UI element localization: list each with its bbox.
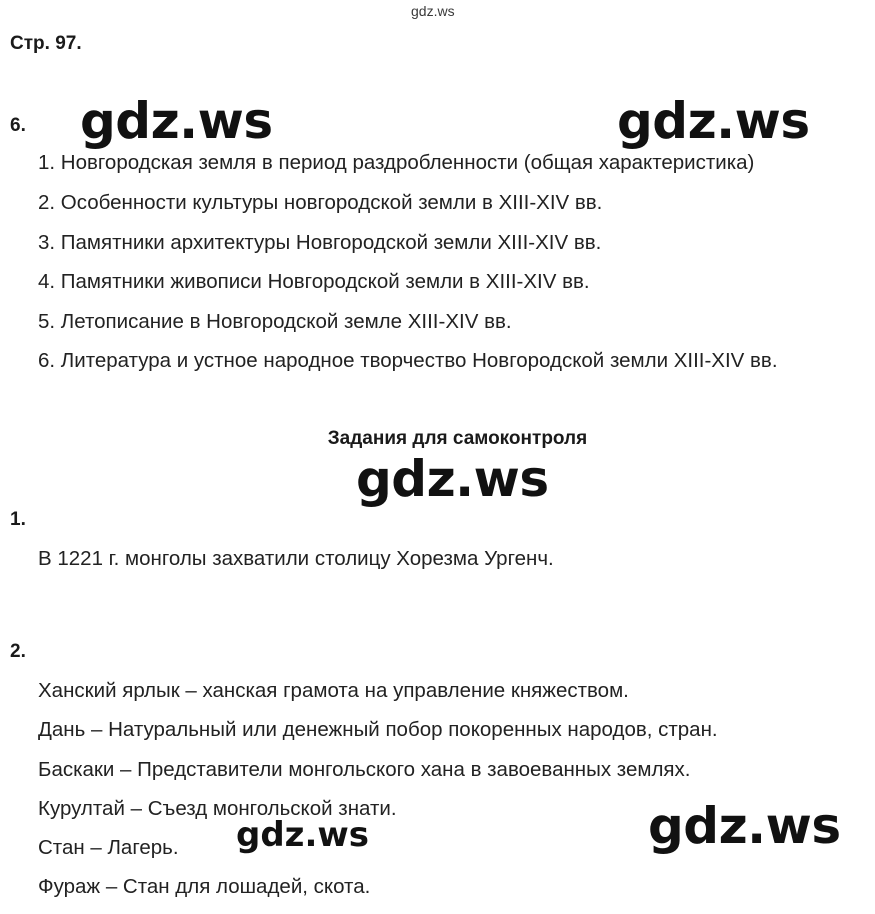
- term-definition: Баскаки – Представители монгольского хана в завоеванных землях.: [38, 758, 691, 781]
- task-6-item: 5. Летописание в Новгородской земле XIII-XIV вв.: [38, 310, 512, 333]
- term-definition: Курултай – Съезд монгольской знати.: [38, 797, 397, 820]
- question-2-number: 2.: [10, 641, 26, 662]
- watermark: gdz.ws: [356, 450, 549, 508]
- task-6-item: 4. Памятники живописи Новгородской земли в XIII-XIV вв.: [38, 270, 590, 293]
- question-1-answer: В 1221 г. монголы захватили столицу Хорезма Ургенч.: [38, 547, 554, 570]
- task-6-item: 1. Новгородская земля в период раздробленности (общая характеристика): [38, 151, 755, 174]
- task-6-item: 2. Особенности культуры новгородской земли в XIII-XIV вв.: [38, 191, 603, 214]
- section-title: Задания для самоконтроля: [327, 428, 588, 449]
- watermark: gdz.ws: [617, 92, 810, 150]
- task-6-item: 6. Литература и устное народное творчество Новгородской земли XIII-XIV вв.: [38, 349, 778, 372]
- task-6-item: 3. Памятники архитектуры Новгородской земли XIII-XIV вв.: [38, 231, 602, 254]
- watermark-top: gdz.ws: [411, 3, 455, 19]
- task-6-number: 6.: [10, 115, 26, 136]
- watermark: gdz.ws: [236, 815, 370, 855]
- watermark: gdz.ws: [80, 92, 273, 150]
- watermark: gdz.ws: [648, 797, 841, 855]
- term-definition: Стан – Лагерь.: [38, 836, 179, 859]
- term-definition: Ханский ярлык – ханская грамота на управление княжеством.: [38, 679, 629, 702]
- term-definition: Фураж – Стан для лошадей, скота.: [38, 875, 371, 898]
- term-definition: Дань – Натуральный или денежный побор покоренных народов, стран.: [38, 718, 718, 741]
- page-reference: Стр. 97.: [10, 33, 82, 54]
- question-1-number: 1.: [10, 509, 26, 530]
